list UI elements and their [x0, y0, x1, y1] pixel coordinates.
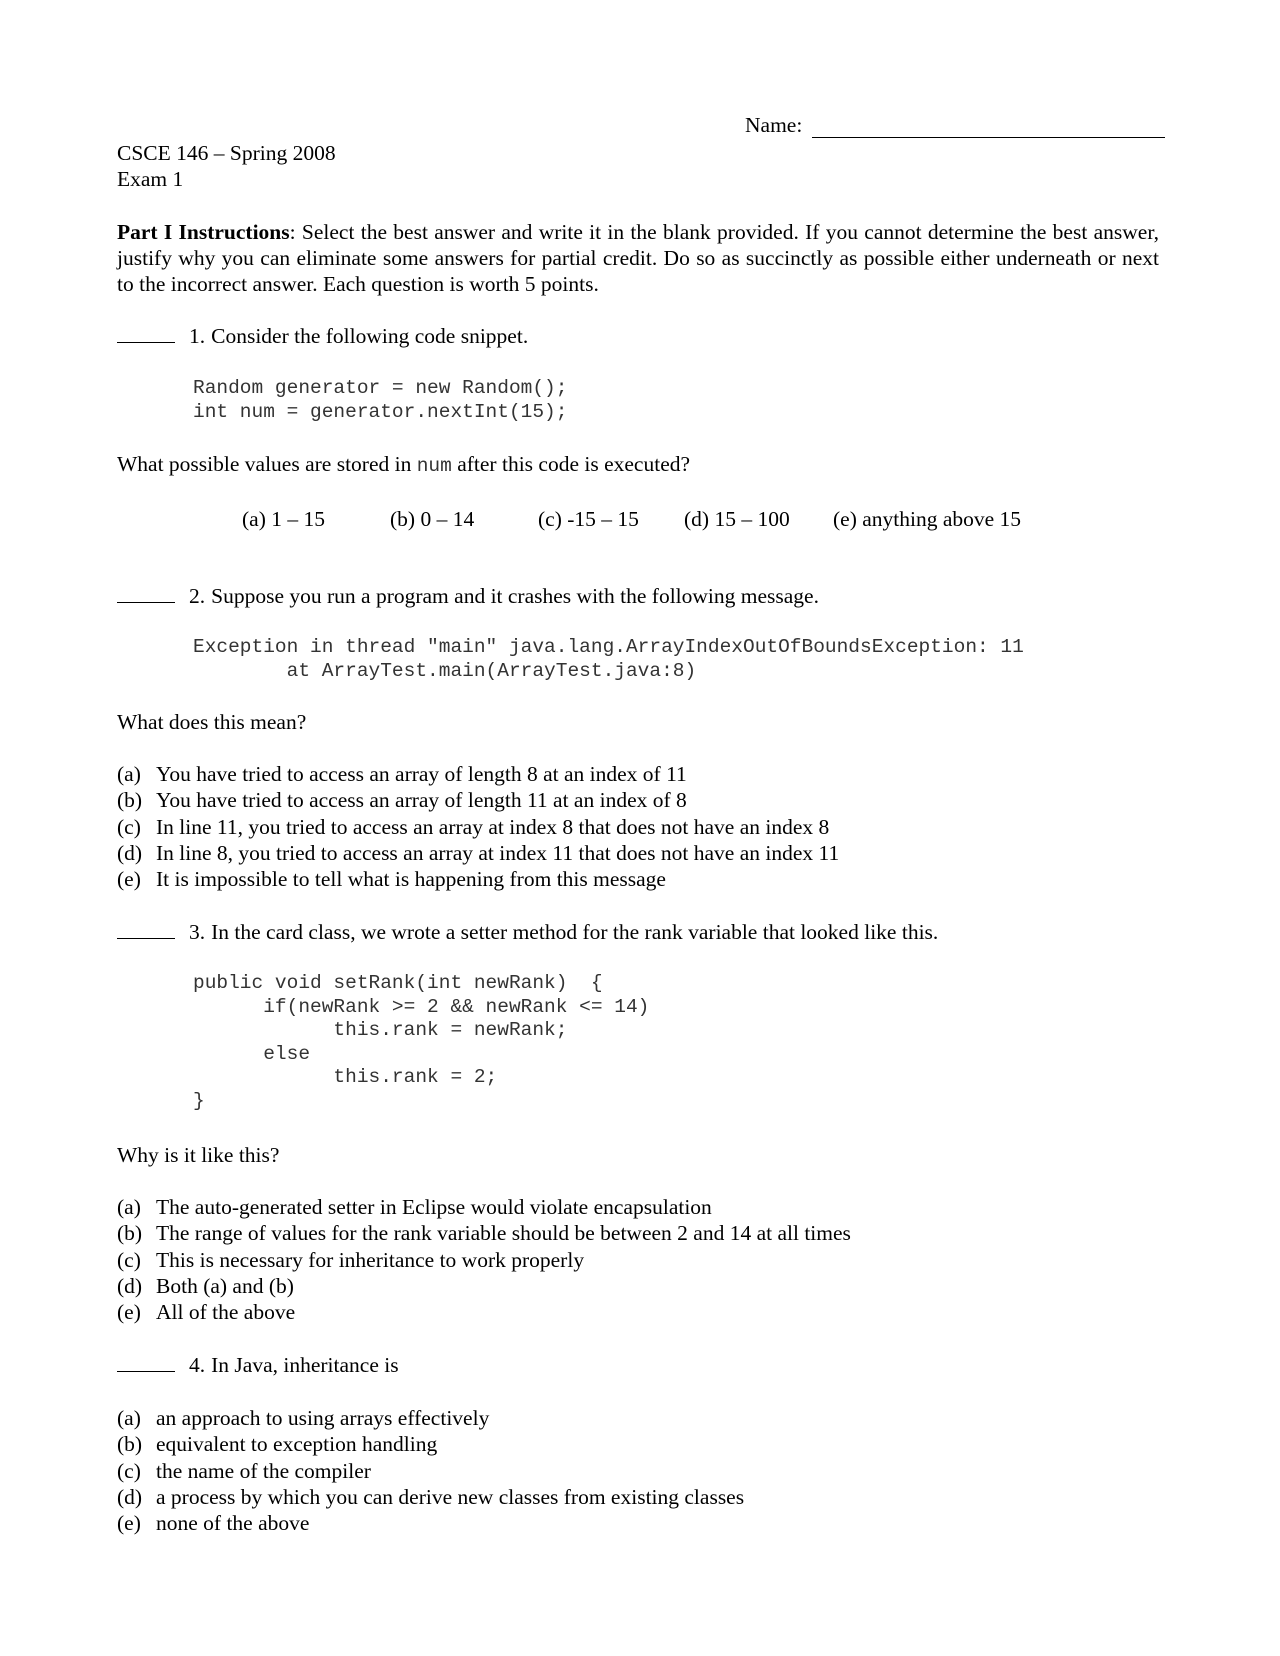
option-e — [117, 1510, 744, 1536]
question-2-text: What does this mean? — [117, 710, 307, 734]
option-label: (a) — [117, 762, 141, 786]
exam-title: Exam 1 — [117, 167, 184, 191]
option-text: The range of values for the rank variable should be between 2 and 14 at all times — [156, 1221, 851, 1246]
option-text: an approach to using arrays effectively — [156, 1406, 490, 1430]
question-3 — [117, 919, 938, 945]
name-label: Name: — [745, 113, 803, 137]
option-label: (a) — [117, 1195, 141, 1219]
option-c — [117, 814, 839, 840]
question-4-options — [117, 1405, 744, 1536]
option-e — [117, 1299, 851, 1325]
option-label: (e) — [117, 1511, 141, 1536]
instructions — [117, 219, 1159, 297]
question-text: What possible values are stored in — [117, 452, 417, 476]
option-a — [117, 1405, 744, 1431]
code-line: Random generator = new Random(); — [193, 377, 568, 399]
choice-a: (a) 1 – 15 — [242, 507, 325, 531]
option-text: a process by which you can derive new classes from existing classes — [156, 1484, 745, 1509]
question-3-options — [117, 1194, 851, 1325]
name-blank[interactable] — [812, 117, 1165, 138]
option-b — [117, 1220, 851, 1246]
code-line: else — [193, 1042, 311, 1065]
question-1 — [117, 323, 528, 349]
question-3-text: Why is it like this? — [117, 1143, 280, 1167]
code-line: int num = generator.nextInt(15); — [193, 400, 568, 423]
option-text: You have tried to access an array of length 8 at an index of 11 — [156, 762, 687, 786]
answer-blank-4[interactable] — [117, 1353, 175, 1372]
option-e — [117, 866, 839, 892]
option-label: (c) — [117, 1247, 141, 1272]
option-text: This is necessary for inheritance to work properly — [156, 1247, 585, 1272]
option-label: (e) — [117, 867, 141, 892]
name-field[interactable] — [745, 112, 1165, 138]
question-1-text — [117, 451, 690, 479]
option-label: (e) — [117, 1300, 141, 1325]
option-label: (b) — [117, 1221, 143, 1246]
question-prompt: Suppose you run a program and it crashes with the following message. — [211, 584, 819, 608]
option-label: (d) — [117, 1273, 143, 1298]
option-text: In line 8, you tried to access an array at index 11 that does not have an index 11 — [156, 840, 840, 865]
option-label: (d) — [117, 1484, 143, 1509]
option-label: (c) — [117, 1458, 141, 1483]
code-block-1 — [193, 377, 567, 424]
answer-blank-1[interactable] — [117, 324, 175, 343]
option-text: You have tried to access an array of length 11 at an index of 8 — [156, 788, 687, 813]
code-line: this.rank = 2; — [193, 1066, 498, 1088]
choice-e: (e) anything above 15 — [833, 507, 1022, 531]
question-number: 2. — [189, 584, 206, 608]
option-d — [117, 1273, 851, 1299]
code-line: } — [193, 1089, 205, 1112]
choice-c: (c) -15 – 15 — [538, 507, 639, 531]
question-number: 3. — [189, 920, 206, 944]
variable-name: num — [416, 455, 452, 477]
question-text: after this code is executed? — [451, 452, 691, 476]
exam-header — [117, 140, 336, 192]
code-line: Exception in thread "main" java.lang.ArrayIndexOutOfBoundsException: 11 — [193, 636, 1024, 658]
code-line: at ArrayTest.main(ArrayTest.java:8) — [193, 659, 697, 682]
question-2 — [117, 583, 819, 609]
code-block-2 — [193, 636, 1024, 683]
question-prompt: In the card class, we wrote a setter method for the rank variable that looked like this. — [211, 920, 939, 944]
option-text: Both (a) and (b) — [156, 1273, 294, 1298]
option-text: It is impossible to tell what is happening from this message — [156, 867, 666, 892]
code-block-3 — [193, 972, 649, 1113]
option-label: (c) — [117, 814, 141, 839]
option-text: equivalent to exception handling — [156, 1432, 438, 1457]
question-number: 1. — [189, 324, 206, 348]
question-1-choices — [0, 506, 1280, 532]
option-label: (d) — [117, 840, 143, 865]
option-b — [117, 1431, 744, 1457]
question-prompt: Consider the following code snippet. — [211, 324, 529, 348]
code-line: if(newRank >= 2 && newRank <= 14) — [193, 995, 650, 1018]
option-c — [117, 1247, 851, 1273]
option-a — [117, 1194, 851, 1220]
answer-blank-2[interactable] — [117, 584, 175, 603]
code-line: public void setRank(int newRank) { — [193, 972, 603, 994]
option-text: All of the above — [156, 1300, 296, 1325]
option-label: (a) — [117, 1406, 141, 1430]
code-line: this.rank = newRank; — [193, 1019, 568, 1041]
answer-blank-3[interactable] — [117, 920, 175, 939]
question-4 — [117, 1352, 399, 1378]
choice-d: (d) 15 – 100 — [684, 507, 790, 531]
option-d — [117, 1484, 744, 1510]
option-text: the name of the compiler — [156, 1458, 371, 1483]
option-a — [117, 761, 839, 787]
option-label: (b) — [117, 1432, 143, 1457]
option-text: none of the above — [156, 1511, 310, 1536]
option-text: In line 11, you tried to access an array at index 8 that does not have an index 8 — [156, 814, 830, 839]
question-number: 4. — [189, 1353, 206, 1377]
option-c — [117, 1458, 744, 1484]
instructions-title: Part I Instructions — [117, 220, 290, 244]
course-title: CSCE 146 – Spring 2008 — [117, 141, 336, 165]
choice-b: (b) 0 – 14 — [390, 507, 475, 531]
option-text: The auto-generated setter in Eclipse would violate encapsulation — [156, 1195, 712, 1219]
question-2-options — [117, 761, 839, 892]
option-d — [117, 840, 839, 866]
question-prompt: In Java, inheritance is — [211, 1353, 399, 1377]
instructions-text: : Select the best answer and write it in the blank provided. If you cannot determine the best answer, justify why you can eliminate some answers for partial credit. Do so as succinctly as possible either underneath or next to the incorrect answer. Each question is worth 5 points. — [117, 220, 1159, 296]
option-b — [117, 787, 839, 813]
option-label: (b) — [117, 788, 143, 813]
